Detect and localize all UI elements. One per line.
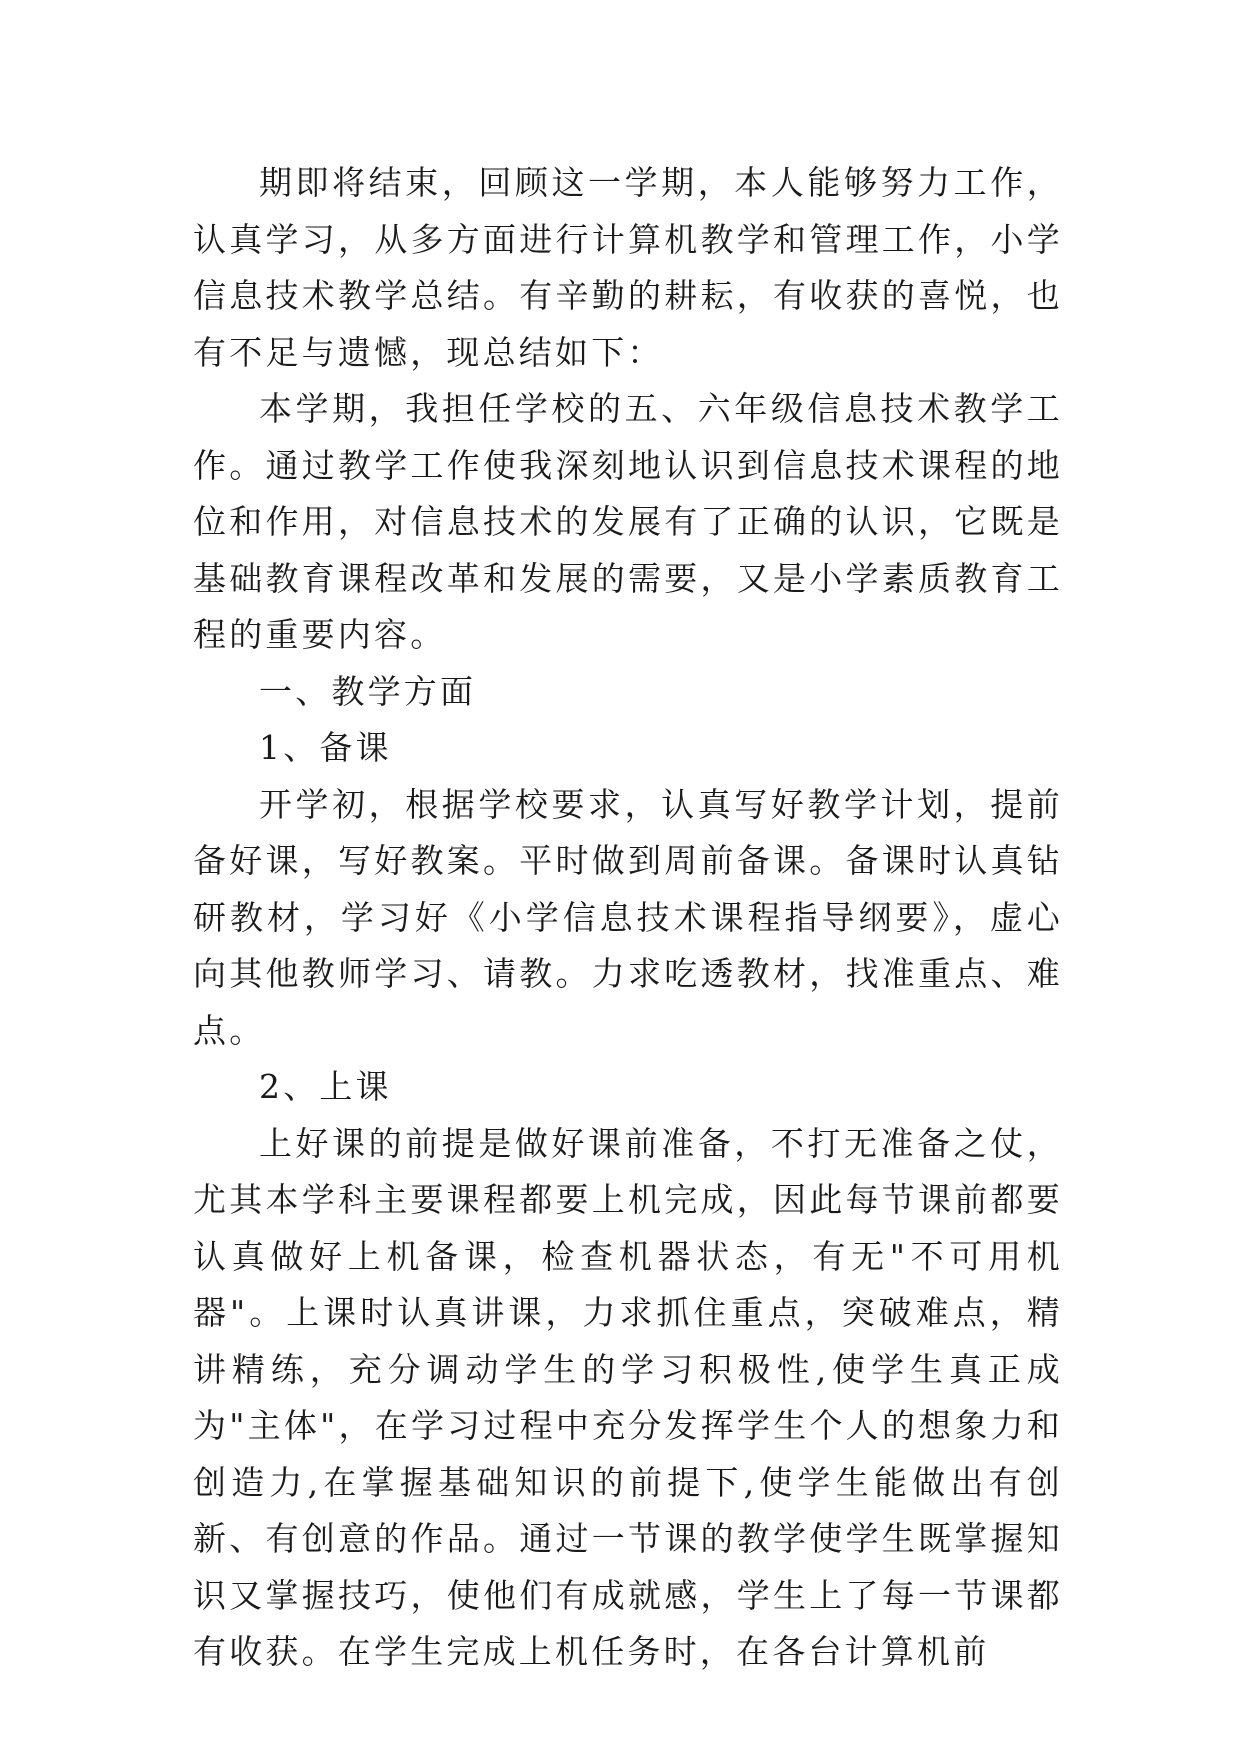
- subsection-heading-lesson-prep: 1、备课: [259, 728, 392, 767]
- document-body: [193, 155, 1063, 1681]
- paragraph-lesson-prep: 开学初，根据学校要求，认真写好教学计划，提前备好课，写好教案。平时做到周前备课。备课时认真钻研教材，学习好《小学信息技术课程指导纲要》，虚心向其他教师学习、请教。力求吃透教材，找准重点、难点。: [193, 784, 1063, 1050]
- section-heading-teaching: 一、教学方面: [259, 671, 477, 711]
- subsection-heading-class: 2、上课: [259, 1067, 392, 1106]
- paragraph-intro: 期即将结束，回顾这一学期，本人能够努力工作，认真学习，从多方面进行计算机教学和管理工作，小学信息技术教学总结。有辛勤的耕耘，有收获的喜悦，也有不足与遗憾，现总结如下：: [193, 163, 1063, 372]
- paragraph-class: 上好课的前提是做好课前准备，不打无准备之仗，尤其本学科主要课程都要上机完成，因此每节课前都要认真做好上机备课，检查机器状态，有无"不可用机器"。上课时认真讲课，力求抓住重点，突破难点，精讲精练，充分调动学生的学习积极性,使学生真正成为"主体"，在学习过程中充分发挥学生个人的想象力和创造力,在掌握基础知识的前提下,使学生能做出有创新、有创意的作品。通过一节课的教学使学生既掌握知识又掌握技巧，使他们有成就感，学生上了每一节课都有收获。在学生完成上机任务时，在各台计算机前: [193, 1123, 1063, 1671]
- paragraph-semester-work: 本学期，我担任学校的五、六年级信息技术教学工作。通过教学工作使我深刻地认识到信息技术课程的地位和作用，对信息技术的发展有了正确的认识，它既是基础教育课程改革和发展的需要，又是小学素质教育工程的重要内容。: [193, 389, 1063, 654]
